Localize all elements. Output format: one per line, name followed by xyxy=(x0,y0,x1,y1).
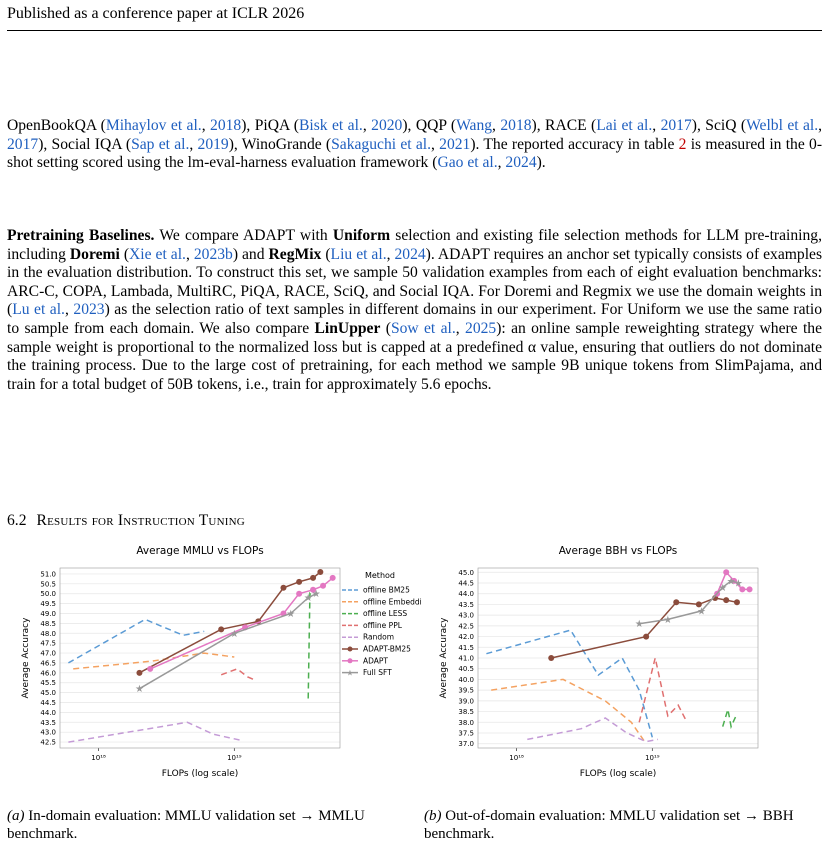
data-point xyxy=(136,670,142,676)
series-line xyxy=(221,669,256,681)
legend-marker xyxy=(348,658,353,663)
text-12: ), RACE ( xyxy=(531,117,597,134)
text-6: , xyxy=(362,117,372,134)
data-point xyxy=(643,634,649,640)
data-point xyxy=(320,583,326,589)
y-tick-label: 40.0 xyxy=(458,675,474,684)
series-line xyxy=(139,594,316,689)
citation-9[interactable]: Wang xyxy=(456,117,493,134)
text-23: , xyxy=(455,319,466,337)
section-number: 6.2 xyxy=(7,512,27,529)
y-tick-label: 47.0 xyxy=(40,649,56,658)
y-tick-label: 42.5 xyxy=(40,738,56,747)
figure-charts xyxy=(0,538,829,808)
text-2: Uniform xyxy=(332,227,391,244)
y-tick-label: 45.0 xyxy=(458,568,474,577)
x-tick-label: 10¹⁸ xyxy=(91,754,106,762)
text-0: Pretraining Baselines. xyxy=(7,227,155,244)
data-point: ★ xyxy=(696,606,706,618)
data-point: ★ xyxy=(311,589,321,601)
data-point: ★ xyxy=(634,619,644,631)
citation-24[interactable]: 2025 xyxy=(465,319,497,337)
y-tick-label: 44.0 xyxy=(458,590,474,599)
data-point: ★ xyxy=(303,593,313,605)
y-tick-label: 43.5 xyxy=(458,600,474,609)
y-tick-label: 48.0 xyxy=(40,629,56,638)
text-13: , xyxy=(386,245,395,263)
citation-33[interactable]: 2024 xyxy=(505,154,537,172)
legend-entry: Full SFT xyxy=(363,668,392,678)
y-axis-label: Average Accuracy xyxy=(21,617,31,699)
y-tick-label: 50.5 xyxy=(40,580,56,589)
citation-19[interactable]: 2017 xyxy=(7,135,39,153)
caption-a xyxy=(7,807,407,843)
text-9: ) and xyxy=(232,245,269,263)
y-tick-label: 43.0 xyxy=(458,611,474,620)
y-tick-label: 43.0 xyxy=(40,728,56,737)
citation-18[interactable]: 2023 xyxy=(73,301,105,319)
y-tick-label: 38.0 xyxy=(458,718,474,727)
citation-12[interactable]: Liu et al. xyxy=(330,245,387,263)
y-tick-label: 45.0 xyxy=(40,689,56,698)
paragraph-datasets xyxy=(7,117,822,173)
text-5: ( xyxy=(119,245,130,263)
x-tick-label: 10¹⁹ xyxy=(227,754,242,762)
data-point xyxy=(723,569,729,575)
series-offline-ppl xyxy=(221,669,256,681)
text-34: ). xyxy=(536,154,546,172)
data-point xyxy=(548,655,554,661)
text-0: OpenBookQA ( xyxy=(7,117,106,134)
text-24: ), WinoGrande ( xyxy=(228,135,332,153)
series-line xyxy=(723,709,737,726)
text-19: ) as the selection ratio of text samples in different domains in our experiment. For Uniform we use the same ratio to sample from each domain. We also compare xyxy=(7,301,823,337)
series-adapt-bm25 xyxy=(548,595,740,661)
paragraph-pretraining-baselines xyxy=(7,227,822,394)
citation-15[interactable]: 2017 xyxy=(660,117,692,134)
legend-entry: Random xyxy=(363,632,395,642)
chart-title: Average BBH vs FLOPs xyxy=(558,545,678,557)
citation-21[interactable]: Sap et al. xyxy=(131,135,190,153)
data-point: ★ xyxy=(718,582,728,594)
text-20: ), Social IQA ( xyxy=(38,135,132,153)
y-tick-label: 46.5 xyxy=(40,659,56,668)
legend-entry: offline BM25 xyxy=(363,585,410,595)
data-point xyxy=(330,575,336,581)
section-heading xyxy=(7,512,245,530)
data-point: ★ xyxy=(663,614,673,626)
y-tick-label: 43.5 xyxy=(40,718,56,727)
y-tick-label: 39.0 xyxy=(458,697,474,706)
data-point: ★ xyxy=(733,578,743,590)
citation-6[interactable]: Xie et al. xyxy=(129,245,186,263)
citation-22[interactable]: Sow et al. xyxy=(390,319,456,337)
citation-17[interactable]: Welbl et al. xyxy=(746,117,819,134)
series-adapt-bm25 xyxy=(136,569,323,676)
text-14: , xyxy=(652,117,661,134)
citation-16[interactable]: Lu et al. xyxy=(12,301,65,319)
data-point xyxy=(673,599,679,605)
legend-entry: ADAPT xyxy=(363,656,389,666)
series-offline-bm25 xyxy=(486,630,652,737)
text-26: , xyxy=(430,135,440,153)
y-tick-label: 45.5 xyxy=(40,679,56,688)
data-point: ★ xyxy=(726,576,736,588)
y-tick-label: 47.5 xyxy=(40,639,56,648)
text-1: We compare ADAPT with xyxy=(154,227,333,244)
series-full-sft xyxy=(135,589,321,695)
y-tick-label: 44.0 xyxy=(40,708,56,717)
caption-b-label: (b) xyxy=(424,808,442,824)
citation-14[interactable]: 2024 xyxy=(394,245,426,263)
y-tick-label: 44.5 xyxy=(458,579,474,588)
legend-title: Method xyxy=(364,571,396,580)
y-tick-label: 38.5 xyxy=(458,708,474,717)
data-point: ★ xyxy=(286,608,296,620)
legend xyxy=(342,571,422,678)
text-8: ), QQP ( xyxy=(402,117,457,134)
citation-1[interactable]: Mihaylov et al. xyxy=(105,117,202,134)
text-17: , xyxy=(64,301,74,319)
y-tick-label: 42.0 xyxy=(458,633,474,642)
citation-8[interactable]: 2023b xyxy=(193,245,233,263)
chart-title: Average MMLU vs FLOPs xyxy=(136,545,264,557)
running-header: Published as a conference paper at ICLR 2026 xyxy=(7,5,305,22)
text-20: LinUpper xyxy=(314,319,381,337)
y-tick-label: 41.5 xyxy=(458,643,474,652)
citation-13[interactable]: Lai et al. xyxy=(596,117,653,134)
data-point xyxy=(747,586,753,592)
legend-marker: ★ xyxy=(346,668,354,678)
data-point: ★ xyxy=(229,628,239,640)
caption-a-label: (a) xyxy=(7,808,25,824)
y-tick-label: 51.0 xyxy=(40,570,56,579)
x-tick-label: 10¹⁸ xyxy=(509,754,524,762)
series-line xyxy=(139,572,320,673)
x-tick-label: 10¹⁹ xyxy=(645,754,660,762)
data-point xyxy=(296,579,302,585)
data-point xyxy=(147,666,153,672)
text-4: Doremi xyxy=(69,245,120,263)
citation-11[interactable]: 2018 xyxy=(500,117,532,134)
series-line xyxy=(527,718,658,742)
section-title: Results for Instruction Tuning xyxy=(36,512,245,529)
text-7: , xyxy=(185,245,194,263)
citation-27[interactable]: 2021 xyxy=(439,135,471,153)
text-29[interactable]: 2 xyxy=(678,135,687,153)
y-tick-label: 46.0 xyxy=(40,669,56,678)
citation-5[interactable]: Bisk et al. xyxy=(299,117,363,134)
legend-entry: offline Embeddi xyxy=(363,597,422,607)
text-21: ( xyxy=(380,319,391,337)
text-2: , xyxy=(201,117,211,134)
text-22: , xyxy=(189,135,198,153)
data-point xyxy=(218,626,224,632)
header-rule xyxy=(7,30,822,31)
data-point xyxy=(280,585,286,591)
x-axis-label: FLOPs (log scale) xyxy=(579,769,657,779)
data-point xyxy=(723,597,729,603)
data-point: ★ xyxy=(134,684,144,696)
text-10: , xyxy=(492,117,501,134)
y-tick-label: 40.5 xyxy=(458,665,474,674)
legend-marker xyxy=(348,647,353,652)
text-16: ), SciQ ( xyxy=(691,117,747,134)
chart-1 xyxy=(21,545,422,779)
text-10: RegMix xyxy=(268,245,322,263)
y-tick-label: 48.5 xyxy=(40,619,56,628)
caption-a-text: In-domain evaluation: MMLU validation set → MMLU benchmark. xyxy=(7,808,365,842)
citation-7[interactable]: 2020 xyxy=(371,117,403,134)
text-28: ). The reported accuracy in table xyxy=(470,135,679,153)
legend-entry: offline LESS xyxy=(363,609,408,619)
y-tick-label: 37.0 xyxy=(458,740,474,749)
citation-3[interactable]: 2018 xyxy=(210,117,242,134)
series-offline-less xyxy=(723,709,737,726)
x-axis-label: FLOPs (log scale) xyxy=(161,769,239,779)
text-15: ). ADAPT requires an anchor set typically consists of examples in the evaluation distribution. To construct this set, we sample 50 validation examples from each of eight evaluation benchmarks: ARC-C, COPA, Lambada, MultiRC, PiQA, RACE, SciQ, and Social IQA. For Doremi and Regmix we use the domain weights in ( xyxy=(7,245,823,319)
text-32: , xyxy=(497,154,506,172)
chart-2 xyxy=(439,545,758,779)
y-tick-label: 44.5 xyxy=(40,699,56,708)
citation-31[interactable]: Gao et al. xyxy=(437,154,498,172)
y-tick-label: 42.5 xyxy=(458,622,474,631)
legend-entry: offline PPL xyxy=(363,620,402,630)
data-point xyxy=(317,569,323,575)
y-tick-label: 41.0 xyxy=(458,654,474,663)
text-3: selection and existing file selection methods for LLM pre-training, including xyxy=(7,227,822,263)
legend-entry: ADAPT-BM25 xyxy=(363,644,411,654)
series-line xyxy=(551,598,737,658)
y-tick-label: 49.0 xyxy=(40,609,56,618)
series-line xyxy=(486,630,652,737)
citation-23[interactable]: 2019 xyxy=(197,135,229,153)
text-18: , xyxy=(818,117,823,134)
text-11: ( xyxy=(321,245,331,263)
data-point xyxy=(296,591,302,597)
series-random xyxy=(527,718,658,742)
data-point xyxy=(734,599,740,605)
y-tick-label: 37.5 xyxy=(458,729,474,738)
data-point xyxy=(310,575,316,581)
text-4: ), PiQA ( xyxy=(241,117,299,134)
text-30: is measured in the 0-shot setting scored using the lm-eval-harness evaluation framework ( xyxy=(7,135,823,172)
caption-b xyxy=(424,807,824,843)
y-tick-label: 39.5 xyxy=(458,686,474,695)
y-tick-label: 50.0 xyxy=(40,590,56,599)
y-tick-label: 49.5 xyxy=(40,600,56,609)
text-25: ): an online sample reweighting strategy where the sample weight is proportional to the normalized loss but is capped at a predefined α value, ensuring that outliers do not dominate the training process. Due to the large cost of pretraining, for each method we sample 9B unique tokens from SlimPajama, and train for a total budget of 50B tokens, i.e., train for approximately 5.6 epochs. xyxy=(7,319,823,393)
citation-25[interactable]: Sakaguchi et al. xyxy=(331,135,431,153)
y-axis-label: Average Accuracy xyxy=(439,617,449,699)
caption-b-text: Out-of-domain evaluation: MMLU validation set → BBH benchmark. xyxy=(424,808,794,842)
